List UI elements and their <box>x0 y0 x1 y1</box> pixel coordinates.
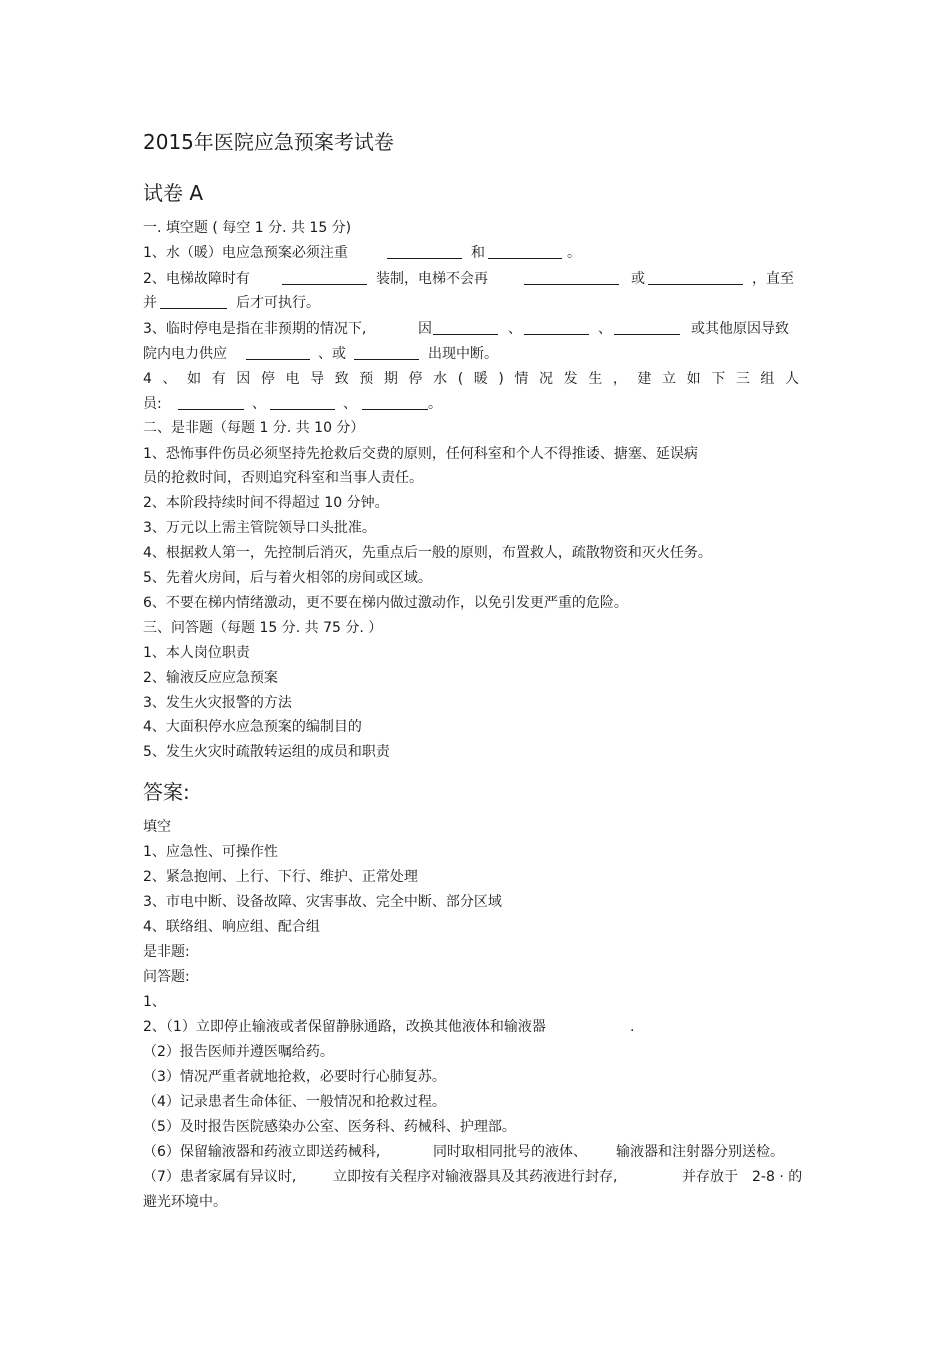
answer-step: （2）报告医师并遵医嘱给药。 <box>143 1044 334 1060</box>
q4-part-e: 。 <box>428 396 442 412</box>
q3-blank-1 <box>433 320 498 335</box>
q2-blank-1 <box>282 270 367 285</box>
answers-fill-label: 填空 <box>143 819 171 835</box>
answer-step: （4）记录患者生命体征、一般情况和抢救过程。 <box>143 1094 446 1110</box>
answer-fill-item: 1、应急性、可操作性 <box>143 844 278 860</box>
q3-blank-2 <box>524 320 589 335</box>
answers-tf-label: 是非题: <box>143 944 190 960</box>
q1-blank-1 <box>387 244 462 259</box>
q3-blank-4 <box>246 345 310 360</box>
answer-step-7c: 并存放于 <box>682 1169 738 1185</box>
answer-fill-item: 4、联络组、响应组、配合组 <box>143 919 320 935</box>
q1-and: 和 <box>471 245 485 261</box>
tf-item: 2、本阶段持续时间不得超过 10 分钟。 <box>143 495 389 511</box>
q3-blank-5 <box>354 345 419 360</box>
answer-qa-2: 2、（1）立即停止输液或者保留静脉通路，改换其他液体和输液器 <box>143 1019 546 1035</box>
section2-header: 二、是非题（每题 1 分. 共 10 分） <box>143 420 365 436</box>
q2-part-c: 或 <box>631 271 645 287</box>
q2-blank-2 <box>524 270 619 285</box>
q4-part-b: 员: <box>143 396 162 412</box>
q1-blank-2 <box>488 244 562 259</box>
tf-item: 1、恐怖事件伤员必须坚持先抢救后交费的原则，任何科室和个人不得推诿、搪塞、延误病 <box>143 446 698 462</box>
q3-part-h: 出现中断。 <box>428 346 498 362</box>
qa-item: 4、大面积停水应急预案的编制目的 <box>143 719 362 735</box>
q2-part-f: 后才可执行。 <box>236 295 320 311</box>
q1-end: 。 <box>567 245 581 261</box>
qa-item: 5、发生火灾时疏散转运组的成员和职责 <box>143 744 390 760</box>
answers-qa-label: 问答题: <box>143 969 190 985</box>
q4-part-d: 、 <box>343 396 357 412</box>
paper-label: 试卷 A <box>143 181 204 205</box>
answer-step: （5）及时报告医院感染办公室、医务科、药械科、护理部。 <box>143 1119 516 1135</box>
q4-part-a: 4、如有因停电导致预期停水(暖)情况发生，建立如下三组人 <box>143 371 810 387</box>
answer-fill-item: 2、紧急抱闸、上行、下行、维护、正常处理 <box>143 869 418 885</box>
q2-blank-3 <box>648 270 743 285</box>
answer-fill-item: 3、市电中断、设备故障、灾害事故、完全中断、部分区域 <box>143 894 502 910</box>
q2-part-a: 2、电梯故障时有 <box>143 271 250 287</box>
q2-part-e: 并 <box>143 295 157 311</box>
q3-part-b: 因 <box>418 321 432 337</box>
answer-qa-2-end: . <box>630 1019 635 1035</box>
answer-step-7-end: 避光环境中。 <box>143 1194 227 1210</box>
answer-step-6c: 输液器和注射器分别送检。 <box>616 1144 784 1160</box>
tf-item: 员的抢救时间，否则追究科室和当事人责任。 <box>143 470 423 486</box>
q3-blank-3 <box>614 320 680 335</box>
q3-part-c: 、 <box>508 321 522 337</box>
answer-step: （3）情况严重者就地抢救，必要时行心肺复苏。 <box>143 1069 446 1085</box>
section3-header: 三、问答题（每题 15 分. 共 75 分. ） <box>143 620 383 636</box>
answer-step-7d: 2-8 · 的 <box>752 1169 803 1185</box>
answer-step-7a: （7）患者家属有异议时, <box>143 1169 297 1185</box>
tf-item: 4、根据救人第一，先控制后消灭，先重点后一般的原则，布置救人，疏散物资和灭火任务。 <box>143 545 712 561</box>
q4-blank-3 <box>362 395 428 410</box>
q3-part-g: 、或 <box>318 346 346 362</box>
qa-item: 1、本人岗位职责 <box>143 645 250 661</box>
q3-part-e: 或其他原因导致 <box>691 321 789 337</box>
q3-part-a: 3、临时停电是指在非预期的情况下, <box>143 321 367 337</box>
q3-part-d: 、 <box>598 321 612 337</box>
q4-part-c: 、 <box>252 396 266 412</box>
answers-header: 答案: <box>143 780 190 804</box>
qa-item: 3、发生火灾报警的方法 <box>143 695 292 711</box>
qa-item: 2、输液反应应急预案 <box>143 670 278 686</box>
tf-item: 5、先着火房间，后与着火相邻的房间或区域。 <box>143 570 432 586</box>
q2-part-d: ，直至 <box>752 271 794 287</box>
q1-text: 1、水（暖）电应急预案必须注重 <box>143 245 348 261</box>
page-title: 2015年医院应急预案考试卷 <box>143 130 394 154</box>
q3-part-f: 院内电力供应 <box>143 346 227 362</box>
q4-blank-1 <box>178 395 244 410</box>
answer-step-7b: 立即按有关程序对输液器具及其药液进行封存, <box>333 1169 618 1185</box>
tf-item: 6、不要在梯内情绪激动，更不要在梯内做过激动作，以免引发更严重的危险。 <box>143 595 628 611</box>
answer-step-6a: （6）保留输液器和药液立即送药械科, <box>143 1144 381 1160</box>
answer-step-6b: 同时取相同批号的液体、 <box>433 1144 587 1160</box>
q4-blank-2 <box>270 395 335 410</box>
section1-header: 一. 填空题 ( 每空 1 分. 共 15 分) <box>143 220 352 236</box>
answer-qa-1: 1、 <box>143 994 166 1010</box>
q2-part-b: 装制，电梯不会再 <box>376 271 488 287</box>
tf-item: 3、万元以上需主管院领导口头批准。 <box>143 520 376 536</box>
q2-blank-4 <box>160 294 227 309</box>
